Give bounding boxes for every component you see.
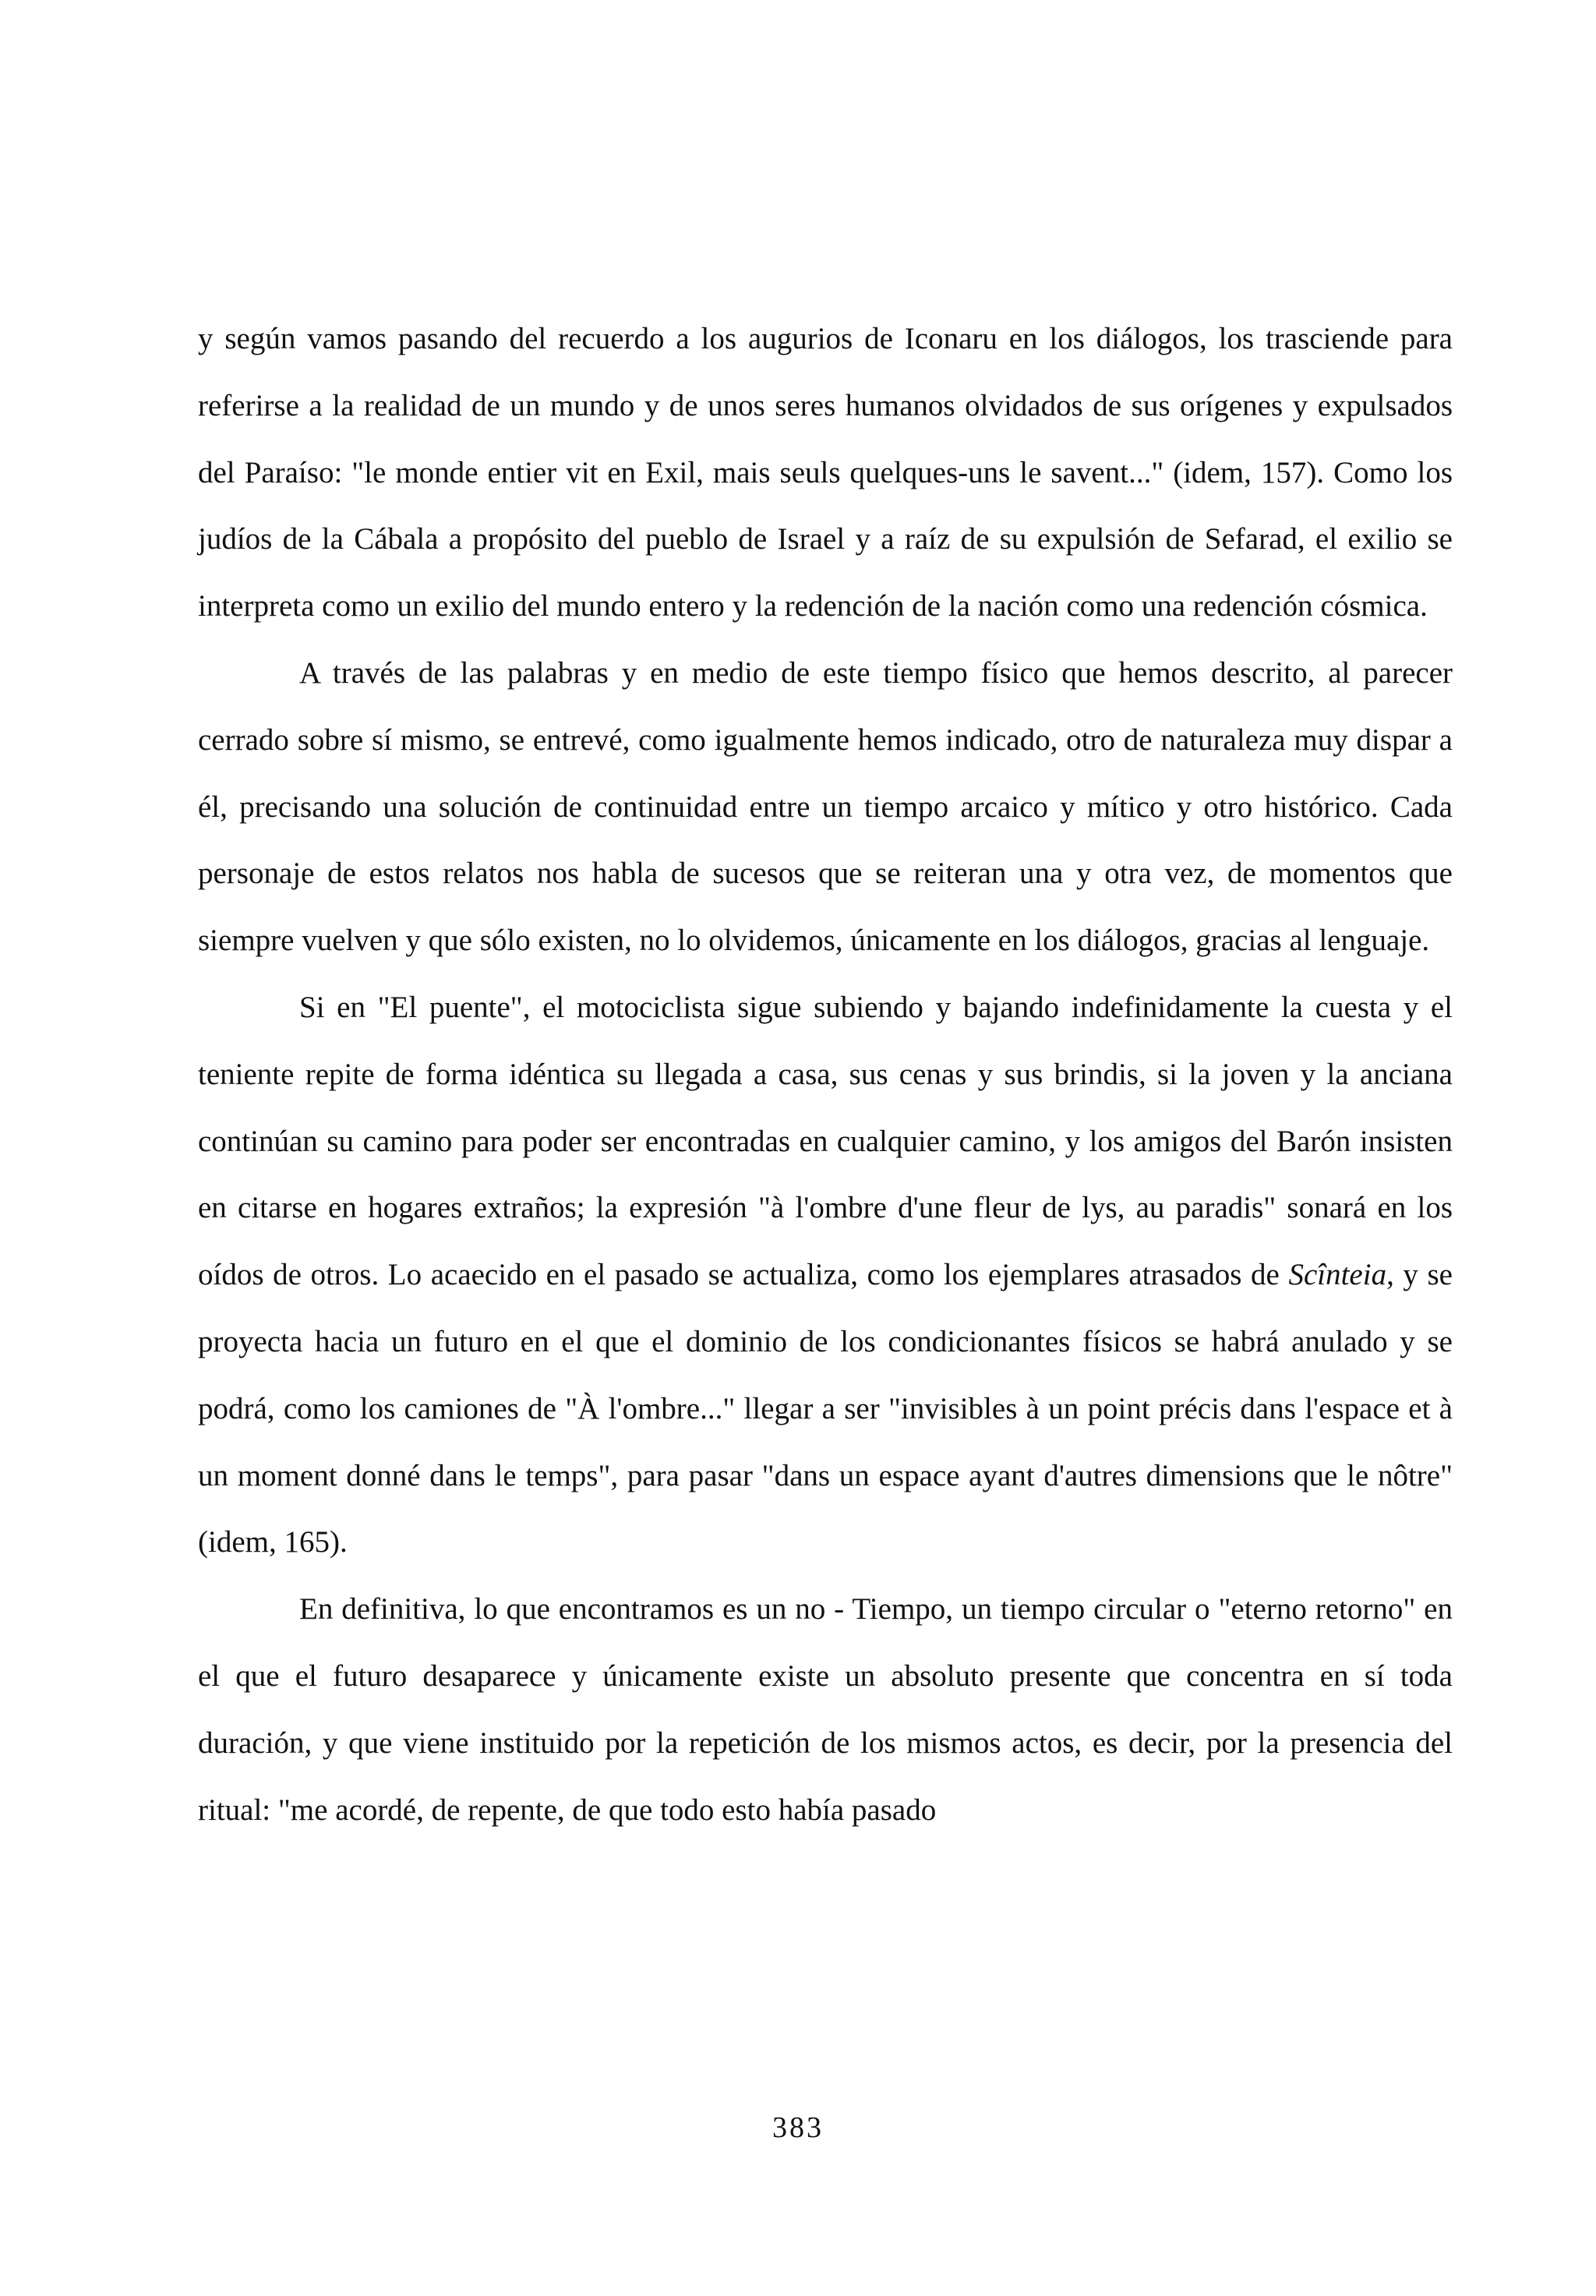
body-text (198, 306, 1453, 1843)
paragraph-3-text-after-italic: , y se proyecta hacia un futuro en el que el dominio de los condicionantes físicos se habrá anulado y se podrá, como los camiones de "À l'ombre..." llegar a ser "invisibles à un point précis dans l'espace et à un moment donné dans le temps", para pasar "dans un espace ayant d'autres dimensions que le nôtre" (idem, 165). (198, 1258, 1453, 1560)
paragraph-4: En definitiva, lo que encontramos es un no - Tiempo, un tiempo circular o "eterno retorno" en el que el futuro desaparece y únicamente existe un absoluto presente que concentra en sí toda duración, y que viene instituido por la repetición de los mismos actos, es decir, por la presencia del ritual: "me acordé, de repente, de que todo esto había pasado (198, 1592, 1453, 1827)
italic-title-scinteia: Scînteia (1288, 1258, 1387, 1292)
paragraph-1: y según vamos pasando del recuerdo a los augurios de Iconaru en los diálogos, los trasciende para referirse a la realidad de un mundo y de unos seres humanos olvidados de sus orígenes y expulsados del Paraíso: "le monde entier vit en Exil, mais seuls quelques-uns le savent..." (idem, 157). Como los judíos de la Cábala a propósito del pueblo de Israel y a raíz de su expulsión de Sefarad, el exilio se interpreta como un exilio del mundo entero y la redención de la nación como una redención cósmica. (198, 322, 1453, 623)
paragraph-3 (198, 974, 1453, 1576)
paragraph-3-text-before-italic: Si en "El puente", el motociclista sigue subiendo y bajando indefinidamente la cuesta y el teniente repite de forma idéntica su llegada a casa, sus cenas y sus brindis, si la joven y la anciana continúan su camino para poder ser encontradas en cualquier camino, y los amigos del Barón insisten en citarse en hogares extraños; la expresión "à l'ombre d'une fleur de lys, au paradis" sonará en los oídos de otros. Lo acaecido en el pasado se actualiza, como los ejemplares atrasados de (198, 990, 1453, 1292)
page-number: 383 (772, 2111, 824, 2144)
paragraph-2: A través de las palabras y en medio de este tiempo físico que hemos descrito, al parecer cerrado sobre sí mismo, se entrevé, como igualmente hemos indicado, otro de naturaleza muy dispar a él, precisando una solución de continuidad entre un tiempo arcaico y mítico y otro histórico. Cada personaje de estos relatos nos habla de sucesos que se reiteran una y otra vez, de momentos que siempre vuelven y que sólo existen, no lo olvidemos, únicamente en los diálogos, gracias al lenguaje. (198, 655, 1453, 958)
